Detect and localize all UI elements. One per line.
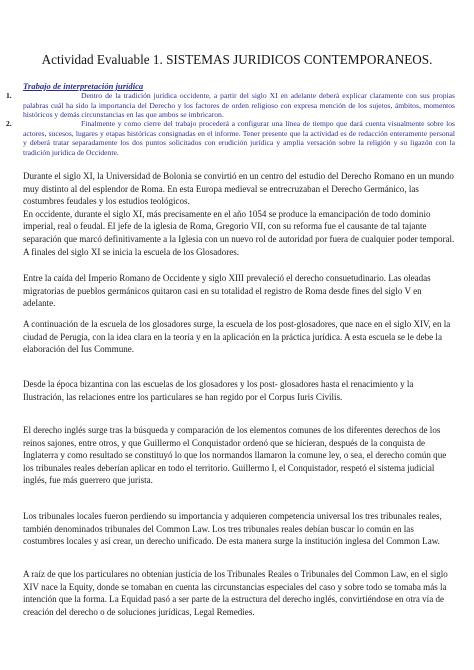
document-title: Actividad Evaluable 1. SISTEMAS JURIDICOS CONTEMPORANEOS. bbox=[41, 52, 433, 67]
instruction-number: 2. bbox=[6, 119, 12, 128]
instruction-item bbox=[6, 119, 455, 157]
instruction-number: 1. bbox=[6, 91, 12, 100]
body-paragraph: A continuación de la escuela de los glosadores surge, la escuela de los post-glosadores, que nace en el siglo XIV, en la ciudad de Perugia, con la idea clara en la teoría y en la aplicación en la práctica jurídica. A esta escuela se le debe la elaboración del Ius Commune. bbox=[23, 319, 451, 355]
body-paragraph: El derecho inglés surge tras la búsqueda y comparación de los elementos comunes de los diferentes derechos de los reinos sajones, entre otros, y que Guillermo el Conquistador ordenó que se hicieran, después de la conquista de Inglaterra y como resultado se constituyó lo que los normandos llamaron la comune ley, o sea, el derecho común que los tribunales reales deberían aplicar en todo el territorio. Guillermo I, el Conquistador, respetó el sistema judicial inglés, fue más guerrero que jurista. bbox=[23, 425, 447, 486]
instruction-text: Dentro de la tradición jurídica occidente, a partir del siglo XI en adelante deberá explicar claramente con sus propias palabras cuál ha sido la importancia del Derecho y los factores de orden religioso con expresa mención de los sujetos, ámbitos, momentos históricos y demás circunstancias en las que ambos se imbricaron. bbox=[23, 91, 455, 120]
section-subheading: Trabajo de interpretación jurídica bbox=[23, 81, 144, 91]
body-paragraph: Los tribunales locales fueron perdiendo su importancia y adquieren competencia universal los tres tribunales reales, también denominados tribunales del Common Law. Los tres tribunales reales debían buscar lo común en las costumbres locales y así crear, un derecho unificado. De esta manera surge la institución inglesa del Common Law. bbox=[23, 511, 442, 547]
instruction-item bbox=[6, 91, 455, 120]
body-paragraph: Desde la época bizantina con las escuelas de los glosadores y los post- glosadores hasta el renacimiento y la Ilustración, las relaciones entre los particulares se han regido por el Corpus Iuris Civilis. bbox=[23, 379, 414, 402]
instruction-text: Finalmente y como cierre del trabajo procederá a configurar una línea de tiempo que dará cuenta visualmente sobre los actores, sucesos, lugares y etapas históricas consignadas en el informe. Tener presente que la actividad es de redacción enteramente personal y deberá tratar separadamente los dos puntos solicitados con erudición jurídica y amplia versación sobre la religión y su ligazón con la tradición jurídica de Occidente. bbox=[23, 119, 455, 157]
body-paragraph: A raíz de que los particulares no obtenían justicia de los Tribunales Reales o Tribunales del Common Law, en el siglo XIV nace la Equity, donde se tomaban en cuenta las circunstancias especiales del caso y sobre todo se tomaba más la intención que la forma. La Equidad pasó a ser parte de la estructura del derecho inglés, convirtiéndose en otra vía de creación del derecho o de soluciones jurídicas, Legal Remedies. bbox=[23, 569, 448, 617]
body-paragraph: Durante el siglo XI, la Universidad de Bolonia se convirtió en un centro del estudio del Derecho Romano en un mundo muy distinto al del esplendor de Roma. En esta Europa medieval se entrecruzaban el Derecho Germánico, las costumbres feudales y los estudios teológicos. En occidente, durante el siglo XI, más precisamente en el año 1054 se produce la emancipación de todo dominio imperial, real o feudal. El jefe de la iglesia de Roma, Gregorio VII, con su reforma fue el causante de tal tajante separación que marcó definitivamente a la Iglesia con un nuevo rol de autoridad por fuera de cualquier poder temporal. A finales del siglo XI se inicia la escuela de los Glosadores. bbox=[23, 171, 455, 257]
body-paragraph: Entre la caída del Imperio Romano de Occidente y siglo XIII prevaleció el derecho consuetudinario. Las oleadas migratorias de pueblos germánicos quitaron casi en su totalidad el registro de Roma desde fines del siglo V en adelante. bbox=[23, 273, 431, 309]
